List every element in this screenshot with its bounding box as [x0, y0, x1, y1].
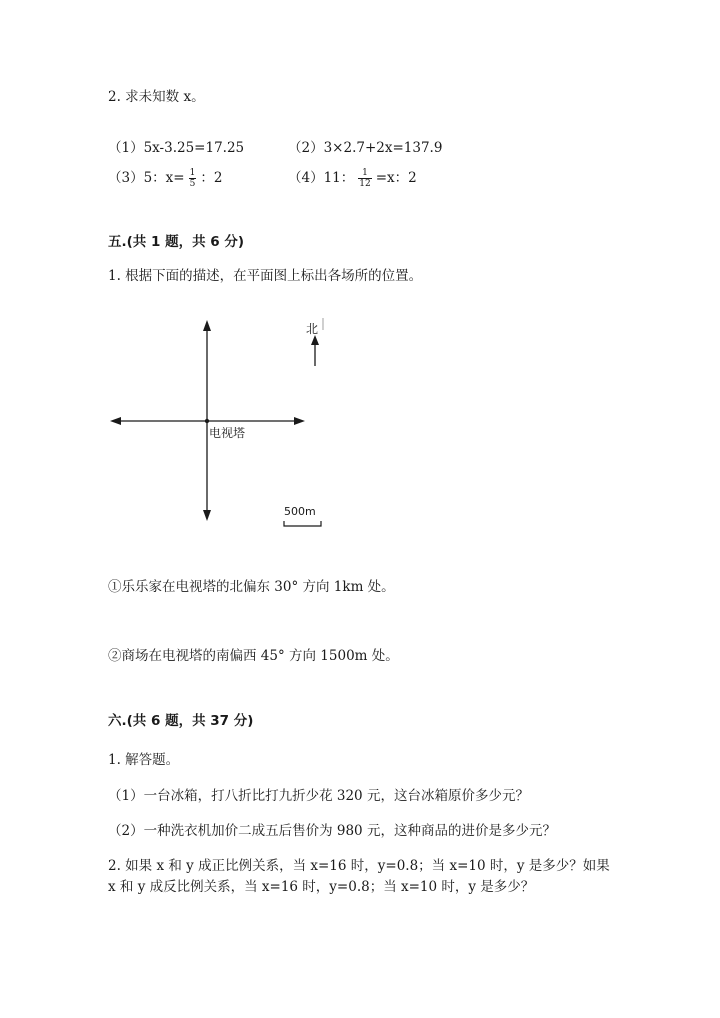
section-5-question-1: 1. 根据下面的描述，在平面图上标出各场所的位置。 [108, 268, 423, 284]
fraction-numerator: 1 [358, 168, 371, 179]
fraction-denominator: 5 [189, 179, 196, 189]
equation-4 [288, 168, 417, 189]
location-item-1: ①乐乐家在电视塔的北偏东 30° 方向 1km 处。 [108, 579, 395, 595]
fraction-one-fifth [189, 168, 197, 189]
arrow-up-icon [203, 320, 211, 331]
section-5-heading: 五.(共 1 题，共 6 分) [108, 234, 245, 250]
tv-tower-point [205, 419, 209, 423]
fraction-denominator: 12 [359, 179, 371, 189]
equation-4-suffix: =x：2 [375, 170, 417, 186]
equation-3-suffix: ：2 [200, 170, 223, 186]
scale-label: 500m [284, 505, 316, 518]
map-diagram [0, 310, 720, 570]
arrow-left-icon [110, 417, 121, 425]
scale-bar [284, 521, 321, 526]
section-6-question-1: 1. 解答题。 [108, 752, 180, 768]
fraction-one-twelfth [358, 168, 371, 189]
section-6-question-2-line-2: x 和 y 成反比例关系，当 x=16 时，y=0.8；当 x=10 时，y 是多少？ [108, 879, 535, 895]
section-6-heading: 六.(共 6 题，共 37 分) [108, 713, 254, 729]
arrow-right-icon [294, 417, 305, 425]
north-arrow-icon [311, 335, 319, 345]
sub-question-2: （2）一种洗衣机加价二成五后售价为 980 元，这种商品的进价是多少元？ [108, 823, 556, 839]
section-6-question-2-line-1: 2. 如果 x 和 y 成正比例关系，当 x=16 时，y=0.8；当 x=10 时，y 是多少？如果 [108, 858, 610, 874]
sub-question-1: （1）一台冰箱，打八折比打九折少花 320 元，这台冰箱原价多少元？ [108, 788, 529, 804]
tv-tower-label: 电视塔 [209, 426, 246, 440]
fraction-numerator: 1 [189, 168, 196, 178]
equation-1: （1）5x-3.25=17.25 [108, 140, 245, 156]
equation-3 [108, 168, 222, 189]
equation-4-prefix: （4）11： [288, 170, 355, 186]
question-title: 2. 求未知数 x。 [108, 89, 205, 105]
north-label: 北 [306, 322, 319, 336]
location-item-2: ②商场在电视塔的南偏西 45° 方向 1500m 处。 [108, 648, 399, 664]
equation-3-prefix: （3）5：x= [108, 170, 185, 186]
arrow-down-icon [203, 510, 211, 521]
equation-2: （2）3×2.7+2x=137.9 [288, 140, 443, 156]
